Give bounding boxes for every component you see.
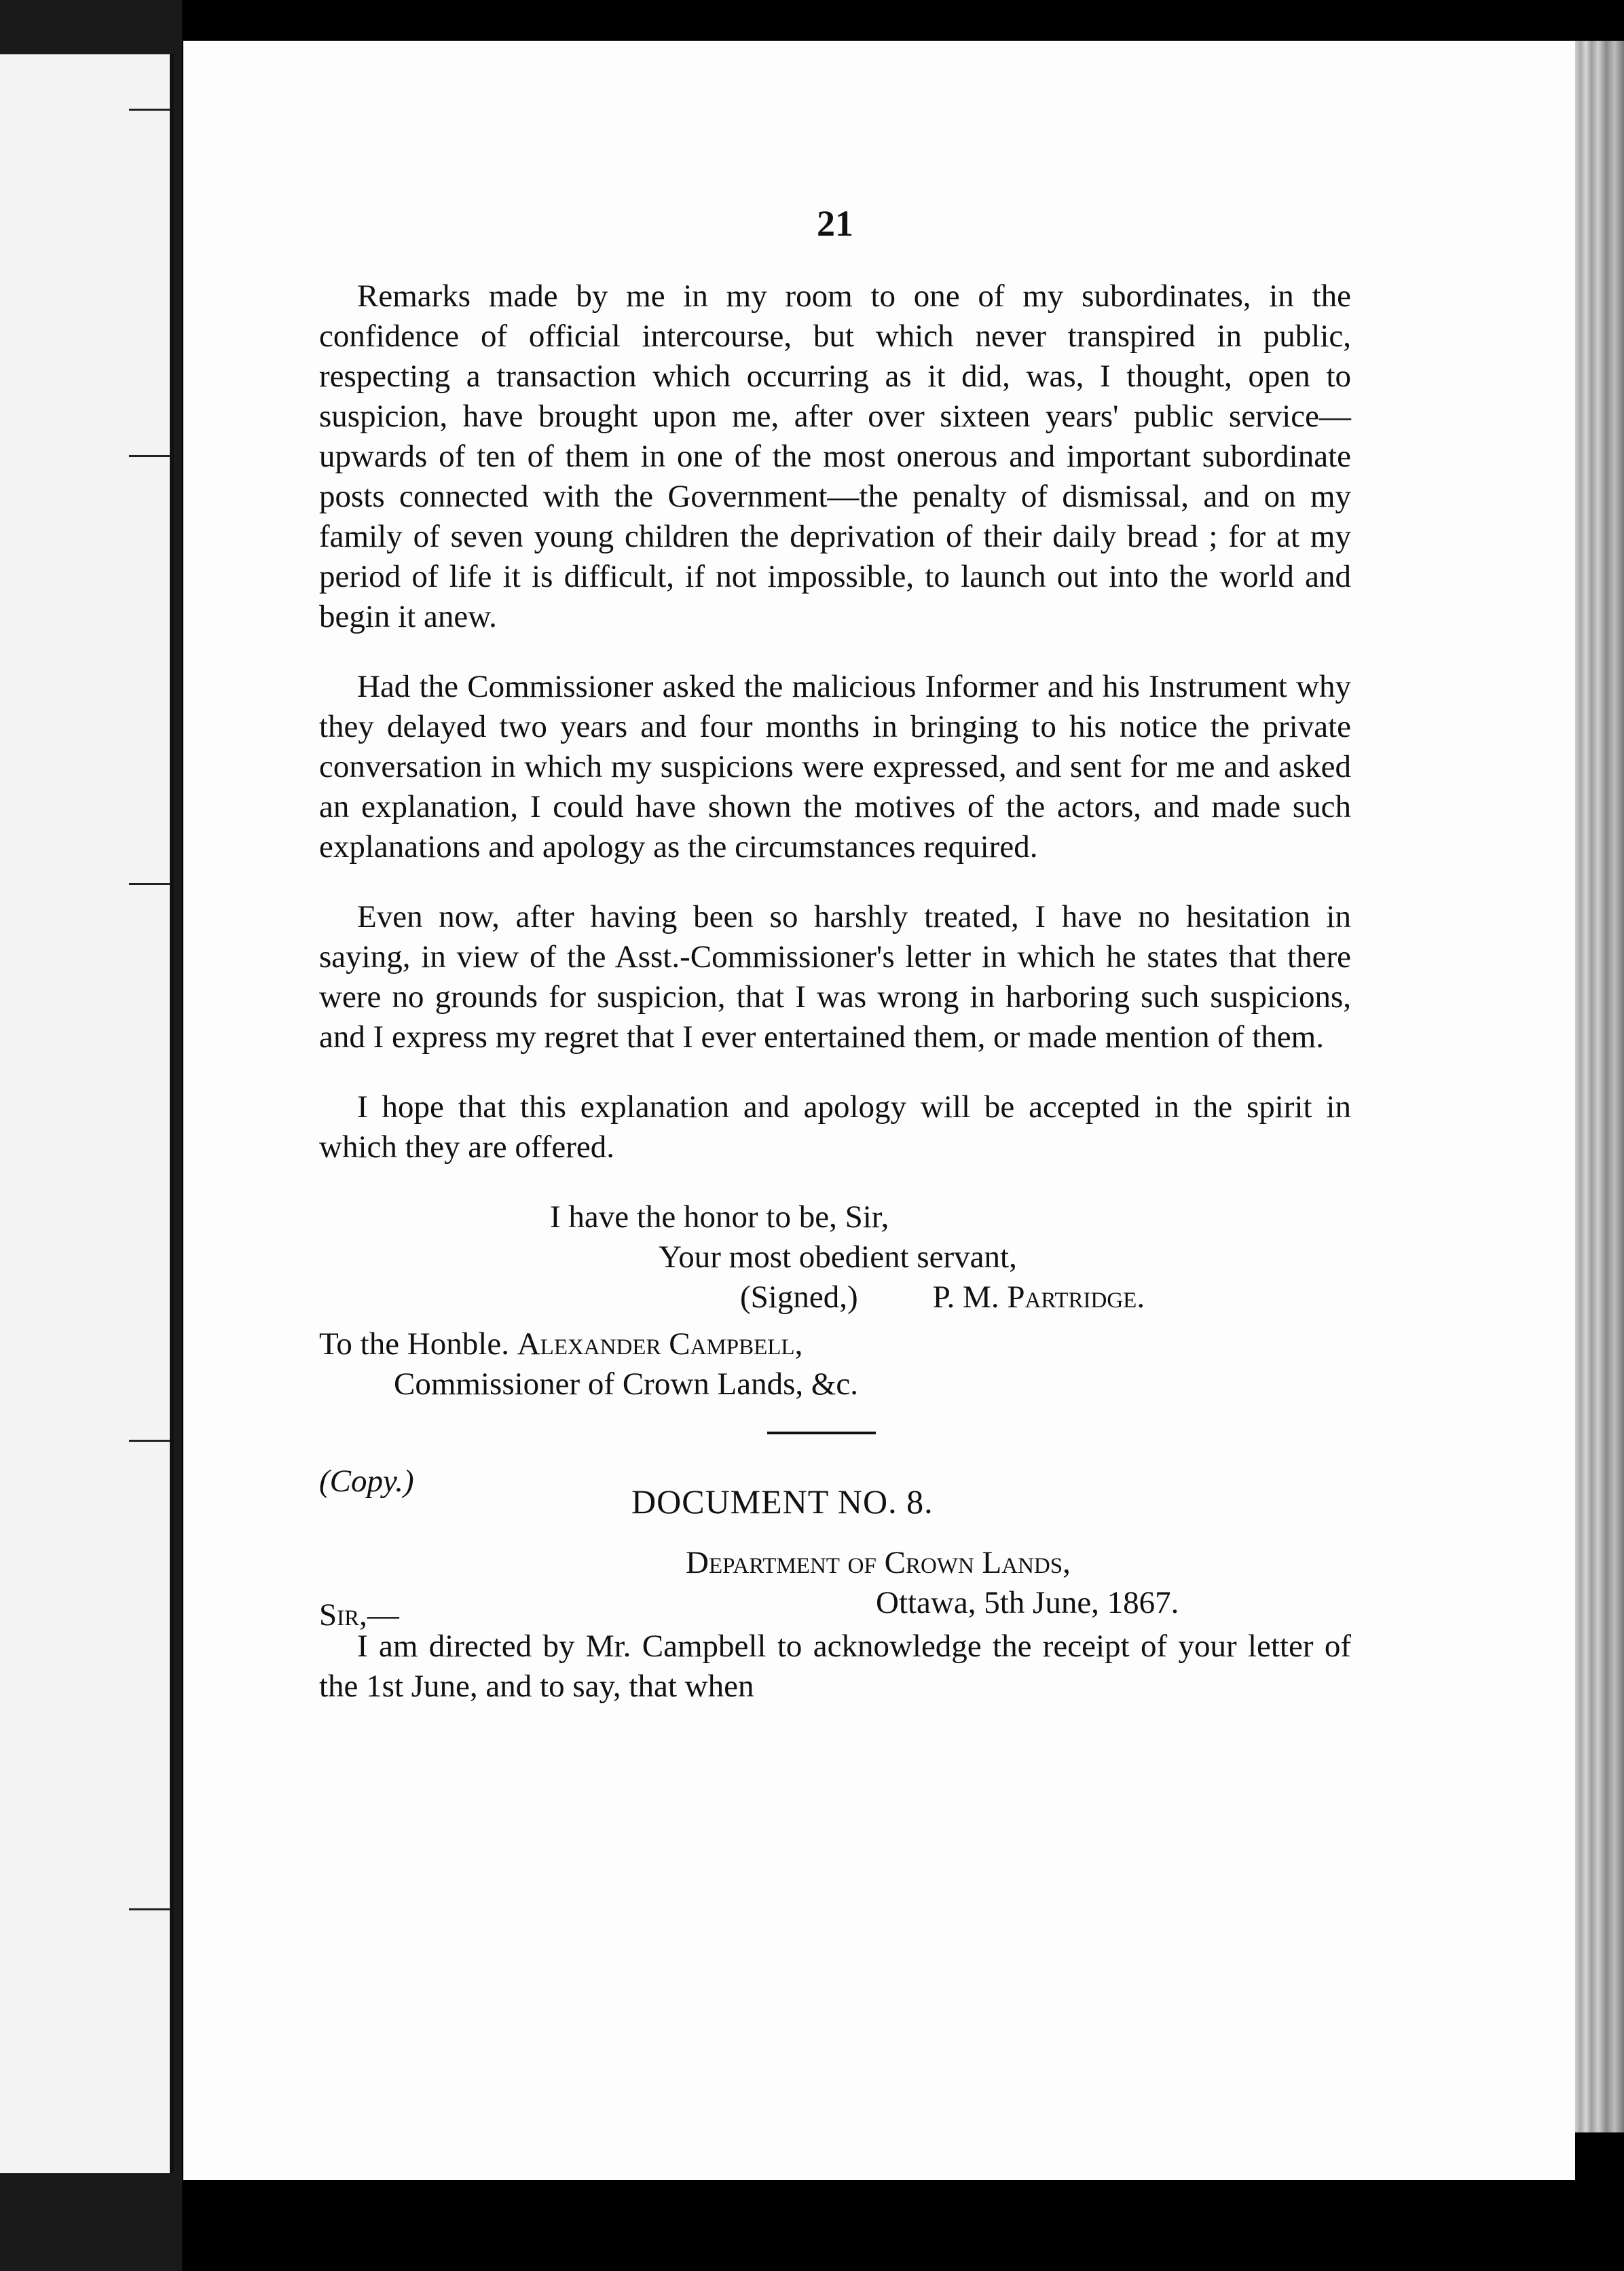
department-line: Department of Crown Lands, [686,1545,1071,1580]
margin-mark [129,1440,170,1442]
margin-mark [129,1908,170,1910]
salutation-date-row [319,1583,1351,1633]
signatory-name: P. M. Partridge. [932,1279,1145,1315]
margin-mark [129,883,170,885]
document-header [319,1461,1351,1521]
book-page-edges [1575,41,1624,2132]
copy-label: (Copy.) [319,1464,414,1499]
section-divider [767,1432,876,1434]
page-content [319,204,1351,1737]
addressee-title: Commissioner of Crown Lands, &c. [394,1366,859,1402]
closing-honor-line: I have the honor to be, Sir, [550,1199,889,1235]
signed-label: (Signed,) [740,1279,858,1315]
addressee-prefix: To the Honble. [319,1326,517,1362]
paragraph: Even now, after having been so harshly treated, I have no hesitation in saying, in view of the Asst.-Commissioner's letter in which he states that there were no grounds for suspicion, that I was wrong in harboring such suspicions, and I express my regret that I ever entertained them, or made mention of them. [319,899,1351,1055]
closing-servant-line: Your most obedient servant, [659,1239,1017,1275]
page-number: 21 [817,203,853,244]
addressee-line [319,1324,1351,1364]
margin-mark [129,455,170,457]
document-title: DOCUMENT NO. 8. [631,1483,934,1521]
paragraph: I am directed by Mr. Campbell to acknowledge the receipt of your letter of the 1st June, and to say, that when [319,1629,1351,1704]
facing-page-edge [0,54,174,2173]
paragraph: Remarks made by me in my room to one of my subordinates, in the confidence of official intercourse, but which never transpired in public, respecting a transaction which occurring as it did, was, I thought, open to suspicion, have brought upon me, after over sixteen years' public service—upwards of ten of them in one of the most onerous and important subordinate posts connected with the Government—the penalty of dismissal, and on my family of seven young children the deprivation of their daily bread ; for at my period of life it is difficult, if not impossible, to launch out into the world and begin it anew. [319,278,1351,634]
paragraph: I hope that this explanation and apology will be accepted in the spirit in which they are offered. [319,1089,1351,1165]
margin-mark [129,109,170,111]
addressee-name: Alexander Campbell, [517,1326,803,1362]
signature-line [319,1277,1351,1318]
salutation: Sir,— [319,1597,399,1633]
letter-date: Ottawa, 5th June, 1867. [876,1585,1179,1620]
paragraph: Had the Commissioner asked the malicious Informer and his Instrument why they delayed two years and four months in bringing to his notice the private conversation in which my suspicions were expressed, and sent for me and asked an explanation, I could have shown the motives of the actors, and made such explanations and apology as the circumstances required. [319,669,1351,865]
